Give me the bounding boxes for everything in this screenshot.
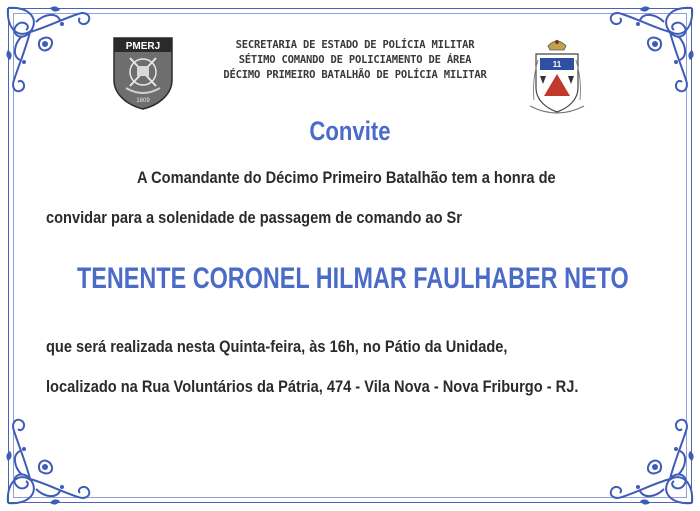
invitation-title: Convite: [309, 116, 391, 146]
header-line-1: SECRETARIA DE ESTADO DE POLÍCIA MILITAR: [235, 39, 475, 51]
corner-ornament-top-left: [0, 0, 100, 100]
svg-text:11: 11: [552, 60, 562, 69]
battalion-crest-logo: [526, 36, 588, 120]
pmerj-logo: [112, 36, 174, 110]
institution-header: [190, 38, 520, 83]
body-line-5: localizado na Rua Voluntários da Pátria, 474 - Vila Nova - Nova Friburgo - RJ.: [46, 377, 579, 396]
corner-ornament-bottom-right: [600, 411, 700, 511]
corner-ornament-bottom-left: [0, 411, 100, 511]
header-line-2: SÉTIMO COMANDO DE POLICIAMENTO DE ÁREA: [238, 54, 472, 66]
header-line-3: DÉCIMO PRIMEIRO BATALHÃO DE POLÍCIA MILITAR: [223, 69, 487, 81]
body-line-4: que será realizada nesta Quinta-feira, às 16h, no Pátio da Unidade,: [46, 337, 508, 356]
corner-ornament-top-right: [600, 0, 700, 100]
body-line-1: A Comandante do Décimo Primeiro Batalhão tem a honra de: [137, 168, 556, 187]
pmerj-logo-year: 1809: [136, 98, 150, 104]
honoree-name: TENENTE CORONEL HILMAR FAULHABER NETO: [77, 262, 629, 295]
pmerj-logo-text: PMERJ: [125, 41, 161, 52]
body-line-2: convidar para a solenidade de passagem de comando ao Sr: [46, 208, 463, 227]
